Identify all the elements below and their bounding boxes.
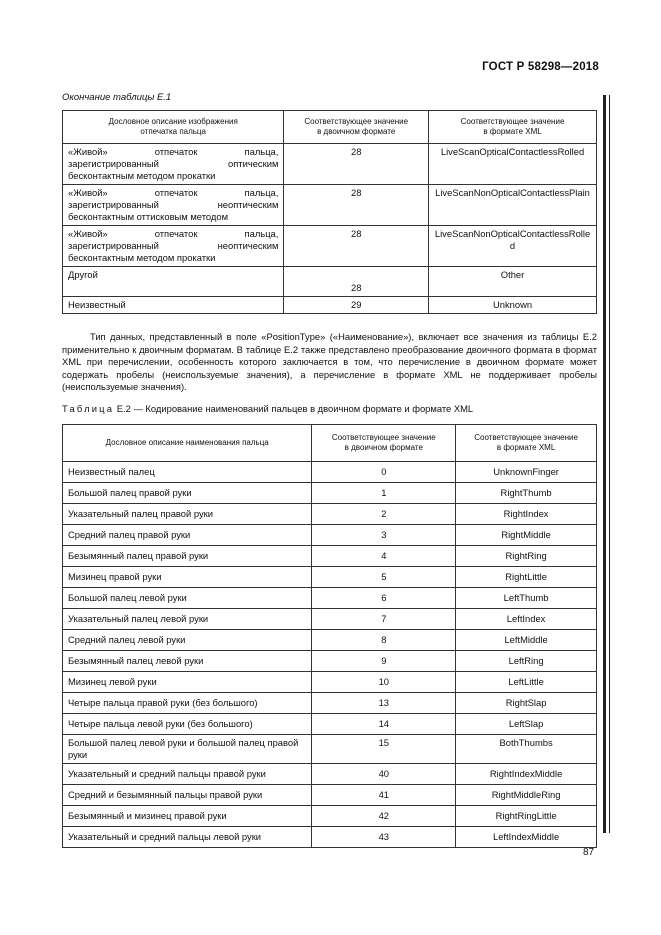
table-row (63, 609, 597, 630)
table-row (63, 144, 597, 185)
cell-xml: RightRingLittle (456, 806, 597, 827)
cell-xml: LeftRing (456, 651, 597, 672)
cell-binary: 14 (312, 714, 456, 735)
cell-binary: 1 (312, 483, 456, 504)
cell-xml: UnknownFinger (456, 462, 597, 483)
cell-description: Средний палец правой руки (63, 525, 312, 546)
cell-binary: 8 (312, 630, 456, 651)
cell-binary: 28 (284, 267, 429, 297)
cell-description: Средний палец левой руки (63, 630, 312, 651)
table-row (63, 827, 597, 848)
cell-description: «Живой» отпечаток пальца, зарегистрированный неоптическим бесконтактным оттисковым методом (63, 185, 284, 226)
column-header: Дословное описание наименования пальца (63, 425, 312, 462)
cell-binary: 3 (312, 525, 456, 546)
table-header-row (63, 111, 597, 144)
cell-description: Безымянный и мизинец правой руки (63, 806, 312, 827)
cell-xml: RightRing (456, 546, 597, 567)
table-e2 (62, 424, 597, 848)
table-row (63, 672, 597, 693)
cell-binary: 5 (312, 567, 456, 588)
cell-xml: BothThumbs (456, 735, 597, 764)
table2-caption-text: Е.2 — Кодирование наименований пальцев в двоичном формате и формате XML (116, 403, 474, 414)
cell-xml: LeftLittle (456, 672, 597, 693)
cell-xml: LeftMiddle (456, 630, 597, 651)
cell-xml: LeftIndex (456, 609, 597, 630)
cell-xml: RightMiddle (456, 525, 597, 546)
table-row (63, 226, 597, 267)
cell-xml: LiveScanOpticalContactlessRolled (429, 144, 597, 185)
cell-description: Безымянный палец правой руки (63, 546, 312, 567)
table-row (63, 735, 597, 764)
cell-binary: 29 (284, 297, 429, 314)
cell-xml: RightIndex (456, 504, 597, 525)
cell-xml: LeftIndexMiddle (456, 827, 597, 848)
table2-caption (62, 403, 473, 414)
cell-description: Мизинец левой руки (63, 672, 312, 693)
cell-description: Четыре пальца левой руки (без большого) (63, 714, 312, 735)
cell-binary: 2 (312, 504, 456, 525)
table-row (63, 806, 597, 827)
table-row (63, 785, 597, 806)
cell-xml: Other (429, 267, 597, 297)
table-row (63, 483, 597, 504)
column-header: Соответствующее значение в формате XML (429, 111, 597, 144)
cell-description: Большой палец левой руки и большой палец правой руки (63, 735, 312, 764)
cell-binary: 13 (312, 693, 456, 714)
table-row (63, 693, 597, 714)
table-header-row (63, 425, 597, 462)
table2-caption-label: Таблица (62, 403, 115, 414)
table-row (63, 567, 597, 588)
cell-binary: 43 (312, 827, 456, 848)
cell-description: Неизвестный палец (63, 462, 312, 483)
column-header: Дословное описание изображения отпечатка пальца (63, 111, 284, 144)
cell-description: Безымянный палец левой руки (63, 651, 312, 672)
cell-binary: 40 (312, 764, 456, 785)
cell-binary: 7 (312, 609, 456, 630)
cell-binary: 9 (312, 651, 456, 672)
cell-description: «Живой» отпечаток пальца, зарегистрированный оптическим бесконтактным методом прокатки (63, 144, 284, 185)
cell-description: Большой палец правой руки (63, 483, 312, 504)
cell-description: Большой палец левой руки (63, 588, 312, 609)
table-e2-body (63, 462, 597, 848)
table-row (63, 764, 597, 785)
table-row (63, 546, 597, 567)
table-row (63, 714, 597, 735)
table-row (63, 525, 597, 546)
cell-binary: 28 (284, 185, 429, 226)
cell-binary: 4 (312, 546, 456, 567)
table-row (63, 297, 597, 314)
cell-binary: 28 (284, 144, 429, 185)
cell-xml: LeftSlap (456, 714, 597, 735)
cell-binary: 42 (312, 806, 456, 827)
table-row (63, 630, 597, 651)
cell-binary: 15 (312, 735, 456, 764)
cell-description: Указательный палец правой руки (63, 504, 312, 525)
cell-xml: RightLittle (456, 567, 597, 588)
table-row (63, 462, 597, 483)
document-header: ГОСТ Р 58298—2018 (482, 61, 599, 73)
table-row (63, 651, 597, 672)
cell-xml: RightMiddleRing (456, 785, 597, 806)
table-row (63, 267, 597, 297)
body-paragraph: Тип данных, представленный в поле «PositionType» («Наименование»), включает все значения из таблицы Е.2 применительно к двоичным форматам. В таблице Е.2 также представлено преобразование двоичного формата в формат XML при перечислении, особенность которого заключается в том, что перечисление в двоичном формате может содержать пробелы (неиспользуемые значения), а перечисление в формате XML не поддерживает пробелы (неиспользуемые значения). (62, 331, 597, 392)
page-number: 87 (583, 847, 595, 858)
table-row (63, 504, 597, 525)
cell-description: Средний и безымянный пальцы правой руки (63, 785, 312, 806)
column-header: Соответствующее значение в двоичном формате (284, 111, 429, 144)
cell-xml: LiveScanNonOpticalContactlessPlain (429, 185, 597, 226)
cell-description: Мизинец правой руки (63, 567, 312, 588)
cell-xml: Unknown (429, 297, 597, 314)
cell-xml: LeftThumb (456, 588, 597, 609)
cell-xml: RightThumb (456, 483, 597, 504)
cell-xml: RightSlap (456, 693, 597, 714)
cell-description: «Живой» отпечаток пальца, зарегистрированный неоптическим бесконтактным методом прокатки (63, 226, 284, 267)
revision-bar-thin (609, 95, 610, 833)
cell-description: Четыре пальца правой руки (без большого) (63, 693, 312, 714)
cell-xml: LiveScanNonOpticalContactlessRolled (429, 226, 597, 267)
table-e1-continuation (62, 110, 597, 314)
cell-xml: RightIndexMiddle (456, 764, 597, 785)
column-header: Соответствующее значение в формате XML (456, 425, 597, 462)
cell-binary: 10 (312, 672, 456, 693)
cell-binary: 41 (312, 785, 456, 806)
cell-description: Указательный палец левой руки (63, 609, 312, 630)
revision-bar (603, 95, 606, 833)
cell-binary: 28 (284, 226, 429, 267)
cell-description: Неизвестный (63, 297, 284, 314)
cell-description: Другой (63, 267, 284, 297)
table-row (63, 588, 597, 609)
cell-binary: 0 (312, 462, 456, 483)
table-row (63, 185, 597, 226)
table1-caption: Окончание таблицы Е.1 (62, 92, 172, 103)
cell-binary: 6 (312, 588, 456, 609)
column-header: Соответствующее значение в двоичном формате (312, 425, 456, 462)
cell-description: Указательный и средний пальцы левой руки (63, 827, 312, 848)
cell-description: Указательный и средний пальцы правой руки (63, 764, 312, 785)
